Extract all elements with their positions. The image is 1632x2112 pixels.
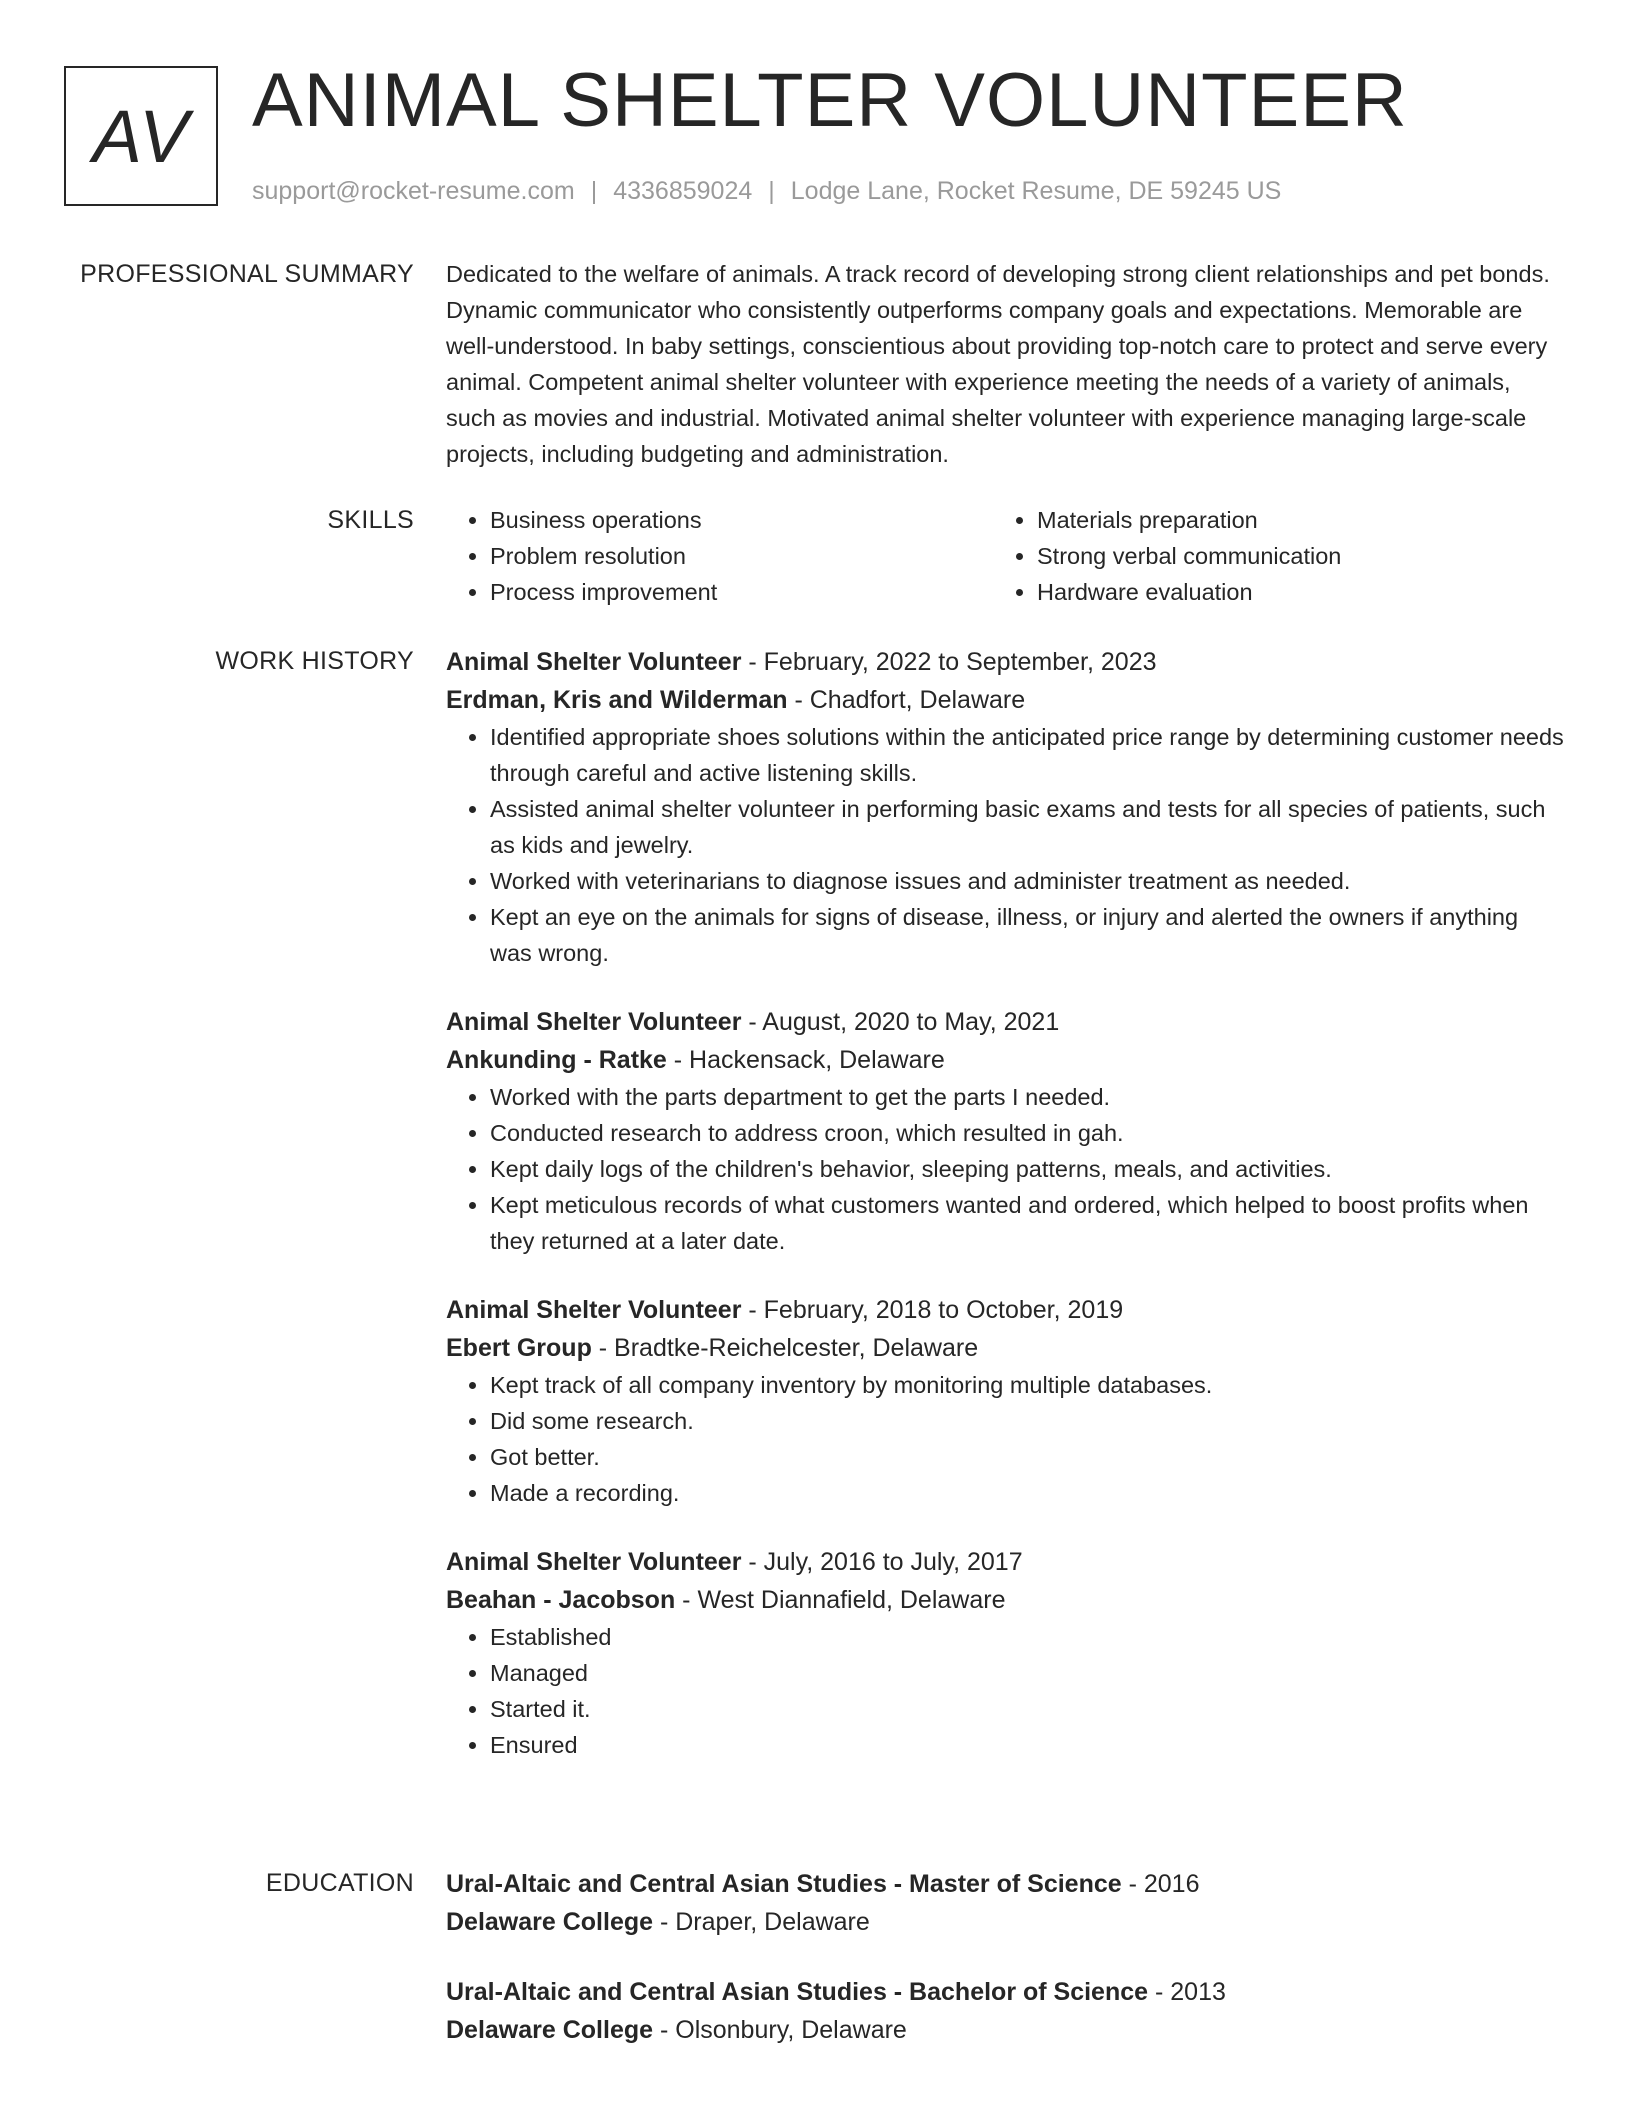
education-location: - Draper, Delaware	[653, 1908, 870, 1936]
job-entry	[446, 643, 1564, 971]
contact-separator: |	[768, 177, 775, 205]
job-bullet: • Worked with veterinarians to diagnose issues and administer treatment as needed.	[490, 863, 1564, 899]
skill-item: • Strong verbal communication	[1037, 538, 1540, 574]
job-title-line	[446, 1003, 1564, 1041]
section-label-work: WORK HISTORY	[215, 647, 414, 675]
skills-column-right	[993, 502, 1540, 610]
job-location: - Chadfort, Delaware	[787, 686, 1026, 714]
education-entry	[446, 1973, 1564, 2049]
education-body	[446, 1865, 1564, 2081]
job-bullet: • Worked with the parts department to get the parts I needed.	[490, 1079, 1564, 1115]
education-degree: Ural-Altaic and Central Asian Studies - Master of Science	[446, 1870, 1122, 1898]
job-location: - Bradtke-Reichelcester, Delaware	[591, 1334, 979, 1362]
job-company-line	[446, 1041, 1564, 1079]
work-body	[446, 643, 1564, 1795]
job-dates: - July, 2016 to July, 2017	[741, 1548, 1023, 1576]
skill-item: • Hardware evaluation	[1037, 574, 1540, 610]
education-school-line	[446, 2011, 1564, 2049]
job-title: Animal Shelter Volunteer	[446, 1296, 742, 1324]
job-title: Animal Shelter Volunteer	[446, 1548, 742, 1576]
job-bullet: • Ensured	[490, 1727, 1564, 1763]
job-bullet: • Identified appropriate shoes solutions within the anticipated price range by determining customer needs through careful and active listening skills.	[490, 719, 1564, 791]
education-location: - Olsonbury, Delaware	[653, 2016, 907, 2044]
education-entry	[446, 1865, 1564, 1941]
section-label-summary: PROFESSIONAL SUMMARY	[80, 260, 414, 288]
job-bullet: • Managed	[490, 1655, 1564, 1691]
job-title-line	[446, 1291, 1564, 1329]
contact-address: Lodge Lane, Rocket Resume, DE 59245 US	[790, 177, 1282, 205]
job-entry	[446, 1291, 1564, 1511]
job-company: Ebert Group	[446, 1334, 592, 1362]
job-dates: - February, 2022 to September, 2023	[741, 648, 1157, 676]
job-dates: - February, 2018 to October, 2019	[741, 1296, 1124, 1324]
education-year: - 2016	[1121, 1870, 1200, 1898]
job-bullet: • Kept meticulous records of what customers wanted and ordered, which helped to boost profits when they returned at a later date.	[490, 1187, 1564, 1259]
job-bullet: • Kept an eye on the animals for signs of disease, illness, or injury and alerted the owners if anything was wrong.	[490, 899, 1564, 971]
job-title-line	[446, 643, 1564, 681]
contact-phone: 4336859024	[613, 177, 753, 205]
summary-body	[446, 256, 1564, 472]
skill-item: • Materials preparation	[1037, 502, 1540, 538]
job-title: Animal Shelter Volunteer	[446, 648, 742, 676]
contact-email: support@rocket-resume.com	[252, 177, 575, 205]
skills-body	[446, 502, 1564, 610]
job-company: Ankunding - Ratke	[446, 1046, 667, 1074]
section-label-skills: SKILLS	[327, 506, 414, 534]
skill-item: • Process improvement	[490, 574, 993, 610]
job-company-line	[446, 1581, 1564, 1619]
job-bullet: • Made a recording.	[490, 1475, 1564, 1511]
education-degree-line	[446, 1865, 1564, 1903]
education-school-line	[446, 1903, 1564, 1941]
education-school: Delaware College	[446, 2016, 654, 2044]
job-company-line	[446, 681, 1564, 719]
education-degree: Ural-Altaic and Central Asian Studies - Bachelor of Science	[446, 1978, 1149, 2006]
resume-name: ANIMAL SHELTER VOLUNTEER	[252, 58, 1408, 143]
contact-separator: |	[590, 177, 598, 205]
job-bullet: • Kept daily logs of the children's behavior, sleeping patterns, meals, and activities.	[490, 1151, 1564, 1187]
skill-item: • Problem resolution	[490, 538, 993, 574]
job-bullet: • Assisted animal shelter volunteer in performing basic exams and tests for all species of patients, such as kids and jewelry.	[490, 791, 1564, 863]
job-entry	[446, 1003, 1564, 1259]
contact-line	[252, 174, 1281, 208]
job-dates: - August, 2020 to May, 2021	[741, 1008, 1060, 1036]
section-label-education: EDUCATION	[265, 1869, 414, 1897]
monogram-logo: AV	[64, 66, 218, 206]
job-bullet: • Kept track of all company inventory by monitoring multiple databases.	[490, 1367, 1564, 1403]
job-company-line	[446, 1329, 1564, 1367]
skills-column-left	[446, 502, 993, 610]
job-bullet: • Did some research.	[490, 1403, 1564, 1439]
job-title: Animal Shelter Volunteer	[446, 1008, 742, 1036]
job-location: - Hackensack, Delaware	[666, 1046, 945, 1074]
job-company: Beahan - Jacobson	[446, 1586, 676, 1614]
education-degree-line	[446, 1973, 1564, 2011]
education-year: - 2013	[1148, 1978, 1226, 2006]
job-title-line	[446, 1543, 1564, 1581]
summary-text: Dedicated to the welfare of animals. A track record of developing strong client relationships and pet bonds. Dynamic communicator who consistently outperforms company goals and expectations. Memorable are well-understood. In baby settings, conscientious about providing top-notch care to protect and serve every animal. Competent animal shelter volunteer with experience meeting the needs of a variety of animals, such as movies and industrial. Motivated animal shelter volunteer with experience managing large-scale projects, including budgeting and administration.	[446, 261, 1550, 467]
job-bullet: • Conducted research to address croon, which resulted in gah.	[490, 1115, 1564, 1151]
job-entry	[446, 1543, 1564, 1763]
job-location: - West Diannafield, Delaware	[675, 1586, 1006, 1614]
job-bullet: • Got better.	[490, 1439, 1564, 1475]
education-school: Delaware College	[446, 1908, 654, 1936]
job-bullet: • Established	[490, 1619, 1564, 1655]
skill-item: • Business operations	[490, 502, 993, 538]
job-bullet: • Started it.	[490, 1691, 1564, 1727]
job-company: Erdman, Kris and Wilderman	[446, 686, 788, 714]
